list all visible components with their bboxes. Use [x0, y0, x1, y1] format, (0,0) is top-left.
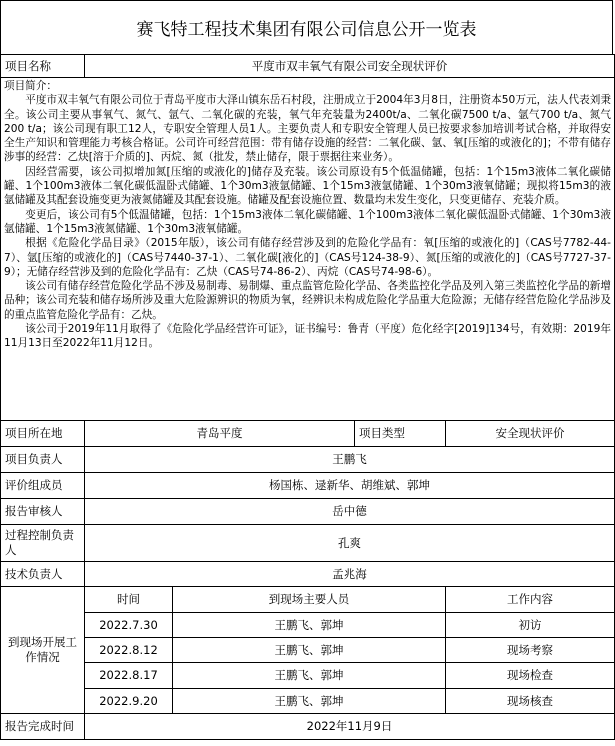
- project-name-label: 项目名称: [1, 55, 85, 78]
- site-visit-row: [1, 663, 615, 689]
- site-visit-people: 王鹏飞、郭坤: [173, 613, 446, 638]
- leader-value: 王鹏飞: [85, 447, 615, 473]
- site-visits-people-header: 到现场主要人员: [173, 587, 446, 613]
- site-visits-header-row: [1, 587, 615, 613]
- location-value: 青岛平度: [85, 421, 355, 447]
- reviewer-value: 岳中德: [85, 499, 615, 525]
- site-visit-people: 王鹏飞、郭坤: [173, 638, 446, 663]
- project-type-label: 项目类型: [355, 421, 446, 447]
- intro-paragraph: 根据《危险化学品目录》（2015年版），该公司有储存经营涉及到的危险化学品有：氧[压缩的或液化的]（CAS号7782-44-7）、氩[压缩的或液化的]（CAS号7440-37-1）、二氧化碳[液化的]（CAS号124-38-9）、氮[压缩的或液化的]（CAS号7727-37-9）；无储存经营涉及到的危险化学品有：乙炔（CAS号74-86-2）、丙烷（CAS号74-98-6）。: [4, 237, 611, 278]
- team-label: 评价组成员: [1, 473, 85, 499]
- leader-row: [1, 447, 615, 473]
- site-visit-row: [1, 689, 615, 714]
- site-visit-row: [1, 613, 615, 638]
- tech-lead-label: 技术负责人: [1, 562, 85, 587]
- site-visit-row: [1, 638, 615, 663]
- sheet-title: 赛飞特工程技术集团有限公司信息公开一览表: [0, 0, 613, 54]
- site-visit-work: 现场考察: [446, 638, 615, 663]
- info-table: [0, 54, 615, 740]
- intro-paragraph: 因经营需要，该公司拟增加氮[压缩的或液化的]储存及充装。该公司原设有5个低温储罐，包括：1个15m3液体二氧化碳储罐、1个100m3液体二氧化碳低温卧式储罐、1个30m3液氩储罐、1个15m3液氩储罐、1个30m3液氧储罐；现拟将15m3的液氩储罐及其配套设施变更为液氮储罐及其配套设施。储罐及配套设施位置、数量均未发生变化，只变更储存、充装介质。: [4, 165, 611, 207]
- site-visit-work: 现场核查: [446, 689, 615, 714]
- completion-row: [1, 714, 615, 740]
- tech-lead-row: [1, 562, 615, 587]
- site-visit-work: 现场检查: [446, 663, 615, 689]
- location-row: [1, 421, 615, 447]
- site-visit-people: 王鹏飞、郭坤: [173, 689, 446, 714]
- project-name-value: 平度市双丰氧气有限公司安全现状评价: [85, 55, 615, 78]
- reviewer-row: [1, 499, 615, 525]
- reviewer-label: 报告审核人: [1, 499, 85, 525]
- project-name-row: [1, 55, 615, 78]
- tech-lead-value: 孟兆海: [85, 562, 615, 587]
- site-visit-work: 初访: [446, 613, 615, 638]
- intro-paragraph: 平度市双丰氧气有限公司位于青岛平度市大泽山镇东岳石村段，注册成立于2004年3月8日，注册资本50万元，法人代表刘秉全。该公司主要从事氧气、氮气、氩气、二氧化碳的充装，氧气年充装量为2400t/a、二氧化碳7500 t/a、氩气700 t/a、氮气200 t/a；该公司现有职工12人，专职安全管理人员1人。主要负责人和专职安全管理人员已按要求参加培训考试合格，并取得安全生产知识和管理能力考核合格证。公司许可经营范围：带有储存设施的经营：二氧化碳、氩、氧[压缩的或液化的]；不带有储存涉事的经营：乙炔[溶于介质的]、丙烷、氮（批发，禁止储存，限于票据往来业务）。: [4, 94, 611, 164]
- site-visit-time: 2022.8.17: [85, 663, 173, 689]
- process-controller-value: 孔爽: [85, 525, 615, 562]
- site-visit-time: 2022.7.30: [85, 613, 173, 638]
- team-row: [1, 473, 615, 499]
- site-visit-time: 2022.8.12: [85, 638, 173, 663]
- completion-value: 2022年11月9日: [85, 714, 615, 740]
- project-type-value: 安全现状评价: [446, 421, 615, 447]
- site-visits-label: 到现场开展工作情况: [1, 587, 85, 714]
- project-intro-label: 项目简介：: [4, 80, 57, 92]
- intro-paragraph: 该公司于2019年11月取得了《危险化学品经营许可证》，证书编号：鲁青（平度）危化经字[2019]134号，有效期：2019年11月13日至2022年11月12日。: [4, 323, 611, 350]
- site-visits-work-header: 工作内容: [446, 587, 615, 613]
- intro-paragraph: 该公司有储存经营危险化学品不涉及易制毒、易制爆、重点监管危险化学品、各类监控化学品及列入第三类监控化学品的新增品种；该公司充装和储存场所涉及重大危险源辨识的物质为氧，经辨识未构成危险化学品重大危险源；无储存经营危险化学品涉及的重点监管危险化学品有：乙炔。: [4, 280, 611, 321]
- site-visits-time-header: 时间: [85, 587, 173, 613]
- completion-label: 报告完成时间: [1, 714, 85, 740]
- project-intro-row: [1, 78, 615, 421]
- leader-label: 项目负责人: [1, 447, 85, 473]
- process-controller-row: [1, 525, 615, 562]
- team-value: 杨国栋、逯新华、胡维斌、郭坤: [85, 473, 615, 499]
- intro-paragraph: 变更后，该公司有5个低温储罐，包括：1个15m3液体二氧化碳储罐、1个100m3液体二氧化碳低温卧式储罐、1个30m3液氩储罐、1个15m3液氮储罐、1个30m3液氧储罐。: [4, 208, 611, 235]
- project-intro: [1, 78, 615, 421]
- location-label: 项目所在地: [1, 421, 85, 447]
- process-controller-label: 过程控制负责人: [1, 525, 85, 562]
- site-visit-people: 王鹏飞、郭坤: [173, 663, 446, 689]
- site-visit-time: 2022.9.20: [85, 689, 173, 714]
